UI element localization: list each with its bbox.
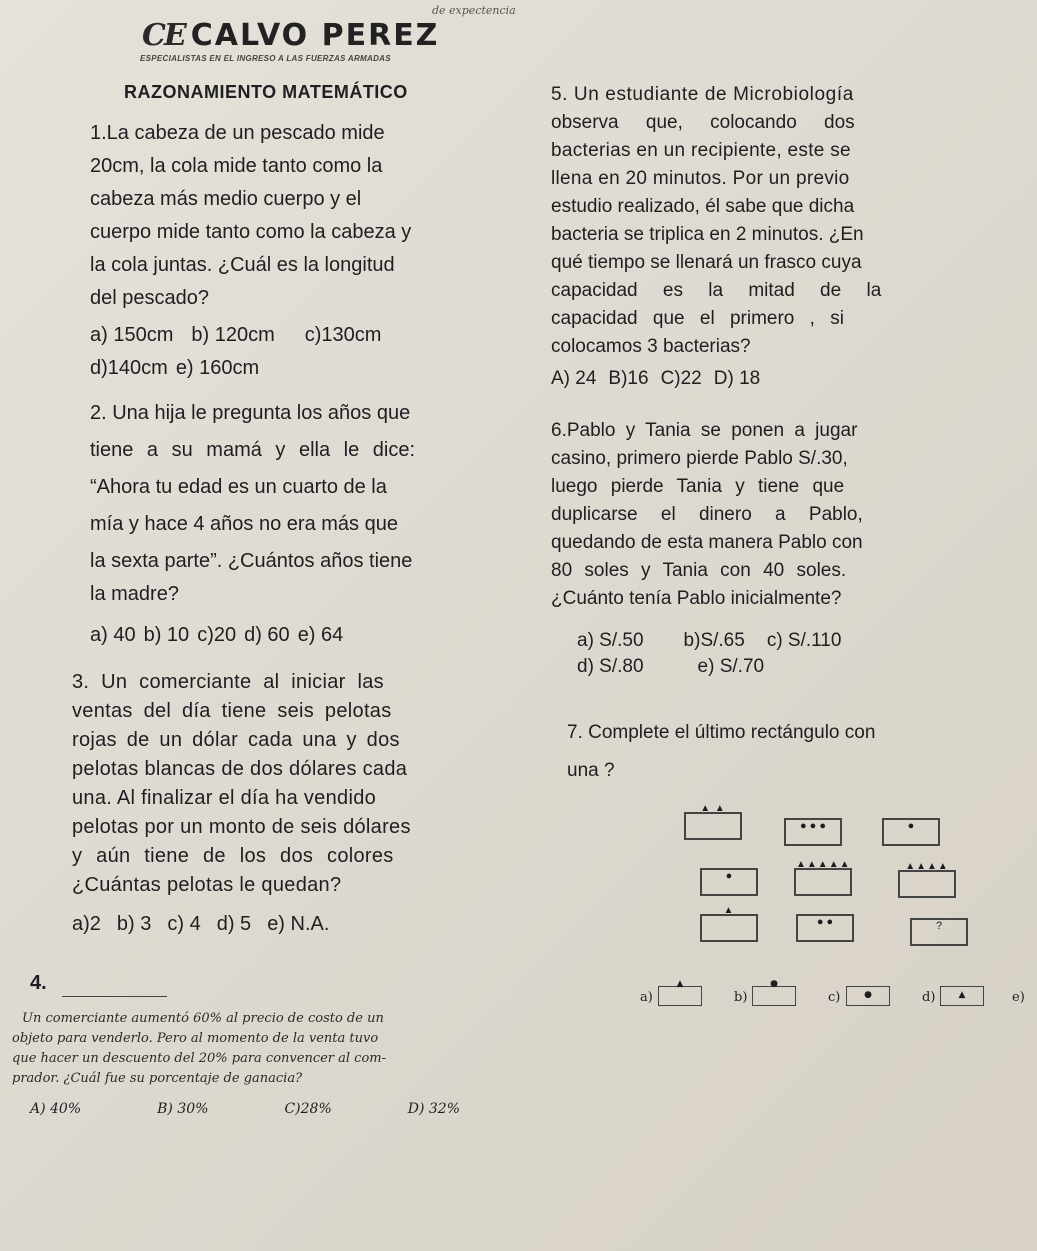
answer-rectangle[interactable] <box>752 979 796 1006</box>
option[interactable]: C)28% <box>284 1101 332 1117</box>
question-1-line: cuerpo mide tanto como la cabeza y <box>90 221 412 243</box>
question-3-line: ¿Cuántas pelotas le quedan? <box>72 874 342 896</box>
question-4-text <box>12 1009 482 1089</box>
option[interactable]: e) 64 <box>297 624 344 646</box>
puzzle-rectangle <box>700 868 758 896</box>
question-2-line: “Ahora tu edad es un cuarto de la <box>90 476 387 498</box>
question-3-line: una. Al finalizar el día ha vendido <box>72 787 377 809</box>
question-6-line: quedando de esta manera Pablo con <box>551 532 863 553</box>
question-6-line: 80 soles y Tania con 40 soles. <box>551 560 847 581</box>
option[interactable]: c) 4 <box>167 913 201 935</box>
triangle-icon: ▲▲▲▲▲ <box>796 859 851 870</box>
question-4-line: prador. ¿Cuál fue su porcentaje de ganacia? <box>12 1071 303 1086</box>
triangle-icon: ▲ <box>723 905 735 916</box>
option[interactable]: d) 60 <box>244 624 290 646</box>
question-1-line: la cola juntas. ¿Cuál es la longitud <box>90 254 395 276</box>
option[interactable]: D) 18 <box>713 368 761 389</box>
question-2-options <box>90 621 512 650</box>
option[interactable]: a) S/.50 <box>577 630 644 651</box>
triangle-icon: ▲ <box>676 979 684 989</box>
triangle-icon: ▲ <box>958 990 966 1000</box>
circle-icon: ● <box>864 990 872 1000</box>
question-6 <box>551 418 951 680</box>
question-7-line: 7. Complete el último rectángulo con <box>567 722 876 743</box>
circle-icon: ● <box>907 820 915 832</box>
option[interactable]: c)20 <box>197 624 237 646</box>
question-6-line: casino, primero pierde Pablo S/.30, <box>551 448 848 469</box>
puzzle-rectangle <box>794 859 852 896</box>
question-2 <box>90 399 512 650</box>
question-5-line: bacteria se triplica en 2 minutos. ¿En <box>551 224 864 245</box>
option-label[interactable]: a) <box>640 990 653 1005</box>
option[interactable]: c)130cm <box>304 324 382 346</box>
question-3-line: pelotas por un monto de seis dólares <box>72 816 411 838</box>
puzzle-rectangle <box>700 905 758 942</box>
puzzle-rectangle <box>882 818 940 846</box>
option[interactable]: a) 40 <box>90 624 136 646</box>
option-label[interactable]: b) <box>734 990 748 1005</box>
triangle-icon: ▲▲▲▲ <box>905 861 949 872</box>
brand-logo: CE <box>142 18 185 53</box>
option[interactable]: b) 10 <box>143 624 190 646</box>
option[interactable]: B) 30% <box>157 1101 209 1117</box>
option[interactable]: a) 150cm <box>90 324 174 346</box>
question-3-line: ventas del día tiene seis pelotas <box>72 700 392 722</box>
question-2-line: tiene a su mamá y ella le dice: <box>90 439 416 461</box>
question-4-line: objeto para venderlo. Pero al momento de la venta tuvo <box>12 1031 379 1046</box>
question-1 <box>72 119 512 383</box>
question-1-options <box>90 321 512 350</box>
question-4-options <box>12 1101 482 1117</box>
question-5-line: bacterias en un recipiente, este se <box>551 140 851 161</box>
puzzle-rectangle <box>684 803 742 840</box>
option[interactable]: e) N.A. <box>267 913 330 935</box>
puzzle-rectangle <box>898 861 956 898</box>
option[interactable]: d)140cm <box>90 357 168 379</box>
question-3 <box>72 668 512 939</box>
rectangle-puzzle <box>670 790 1000 970</box>
brand-subtitle: ESPECIALISTAS EN EL INGRESO A LAS FUERZAS ARMADAS <box>140 54 391 63</box>
right-column <box>551 78 951 784</box>
puzzle-rectangle <box>796 914 854 942</box>
option-label[interactable]: d) <box>922 990 936 1005</box>
question-3-line: pelotas blancas de dos dólares cada <box>72 758 408 780</box>
question-3-line: 3. Un comerciante al iniciar las <box>72 671 384 693</box>
question-7-line: una ? <box>567 760 615 781</box>
circle-icon: ● ● ● <box>799 820 827 832</box>
question-5-line: colocamos 3 bacterias? <box>551 336 751 357</box>
question-3-options <box>72 910 512 939</box>
question-4-number: 4. <box>30 972 47 994</box>
answer-rectangle[interactable] <box>940 986 984 1006</box>
section-title: RAZONAMIENTO MATEMÁTICO <box>124 82 408 102</box>
question-4 <box>12 972 482 1117</box>
option[interactable]: A) 40% <box>30 1101 82 1117</box>
brand <box>142 18 439 53</box>
question-5-line: 5. Un estudiante de Microbiología <box>551 84 854 105</box>
puzzle-rectangle <box>910 918 968 946</box>
question-5-line: capacidad que el primero , si <box>551 308 844 329</box>
left-column <box>72 78 512 939</box>
option[interactable]: b)S/.65 <box>683 630 745 651</box>
option[interactable]: C)22 <box>660 368 702 389</box>
question-1-line: del pescado? <box>90 287 209 309</box>
triangle-icon: ▲ ▲ <box>700 803 726 814</box>
question-3-line: rojas de un dólar cada una y dos <box>72 729 400 751</box>
circle-icon: ● ● <box>816 916 834 928</box>
question-6-options <box>577 654 951 680</box>
question-5 <box>551 82 951 392</box>
brand-tagline: de expectencia <box>432 4 516 17</box>
question-1-line: 20cm, la cola mide tanto como la <box>90 155 383 177</box>
answer-rectangle[interactable] <box>846 986 890 1006</box>
question-5-line: observa que, colocando dos <box>551 112 855 133</box>
option[interactable]: A) 24 <box>551 368 597 389</box>
question-1-line: 1.La cabeza de un pescado mide <box>90 122 385 144</box>
circle-icon: ● <box>770 979 778 989</box>
question-5-line: capacidad es la mitad de la <box>551 280 882 301</box>
question-5-line: qué tiempo se llenará un frasco cuya <box>551 252 862 273</box>
question-2-line: mía y hace 4 años no era más que <box>90 513 398 535</box>
option-label[interactable]: c) <box>828 990 841 1005</box>
answer-rectangle[interactable] <box>658 979 702 1006</box>
option-label[interactable]: e) <box>1012 990 1025 1005</box>
question-5-line: llena en 20 minutos. Por un previo <box>551 168 850 189</box>
question-5-options <box>551 366 951 392</box>
question-6-line: ¿Cuánto tenía Pablo inicialmente? <box>551 588 842 609</box>
question-6-options <box>577 628 951 654</box>
question-3-line: y aún tiene de los dos colores <box>72 845 394 867</box>
question-6-line: duplicarse el dinero a Pablo, <box>551 504 863 525</box>
option[interactable]: d) 5 <box>216 913 252 935</box>
circle-icon: ● <box>725 870 733 882</box>
option[interactable]: B)16 <box>608 368 649 389</box>
question-6-line: 6.Pablo y Tania se ponen a jugar <box>551 420 858 441</box>
puzzle-rectangle <box>784 818 842 846</box>
question-5-line: estudio realizado, él sabe que dicha <box>551 196 855 217</box>
answer-underline <box>62 996 167 997</box>
question-6-line: luego pierde Tania y tiene que <box>551 476 845 497</box>
option[interactable]: e) 160cm <box>175 357 260 379</box>
option[interactable]: c) S/.110 <box>766 630 842 651</box>
option[interactable]: b) 3 <box>116 913 152 935</box>
question-2-line: la sexta parte”. ¿Cuántos años tiene <box>90 550 413 572</box>
question-1-line: cabeza más medio cuerpo y el <box>90 188 362 210</box>
option[interactable]: a)2 <box>72 913 101 935</box>
question-7 <box>567 720 951 784</box>
brand-name: CALVO PEREZ <box>190 18 440 53</box>
question-1-options <box>90 354 512 383</box>
question-mark: ? <box>935 920 943 932</box>
question-7-answers <box>640 980 1037 1020</box>
option[interactable]: D) 32% <box>407 1101 461 1117</box>
option[interactable]: b) 120cm <box>191 324 275 346</box>
option[interactable]: e) S/.70 <box>697 656 765 677</box>
question-2-line: la madre? <box>90 583 179 605</box>
question-4-line: Un comerciante aumentó 60% al precio de costo de un <box>22 1011 384 1026</box>
question-2-line: 2. Una hija le pregunta los años que <box>90 402 411 424</box>
question-4-line: que hacer un descuento del 20% para convencer al com- <box>12 1051 387 1066</box>
option[interactable]: d) S/.80 <box>577 656 644 677</box>
